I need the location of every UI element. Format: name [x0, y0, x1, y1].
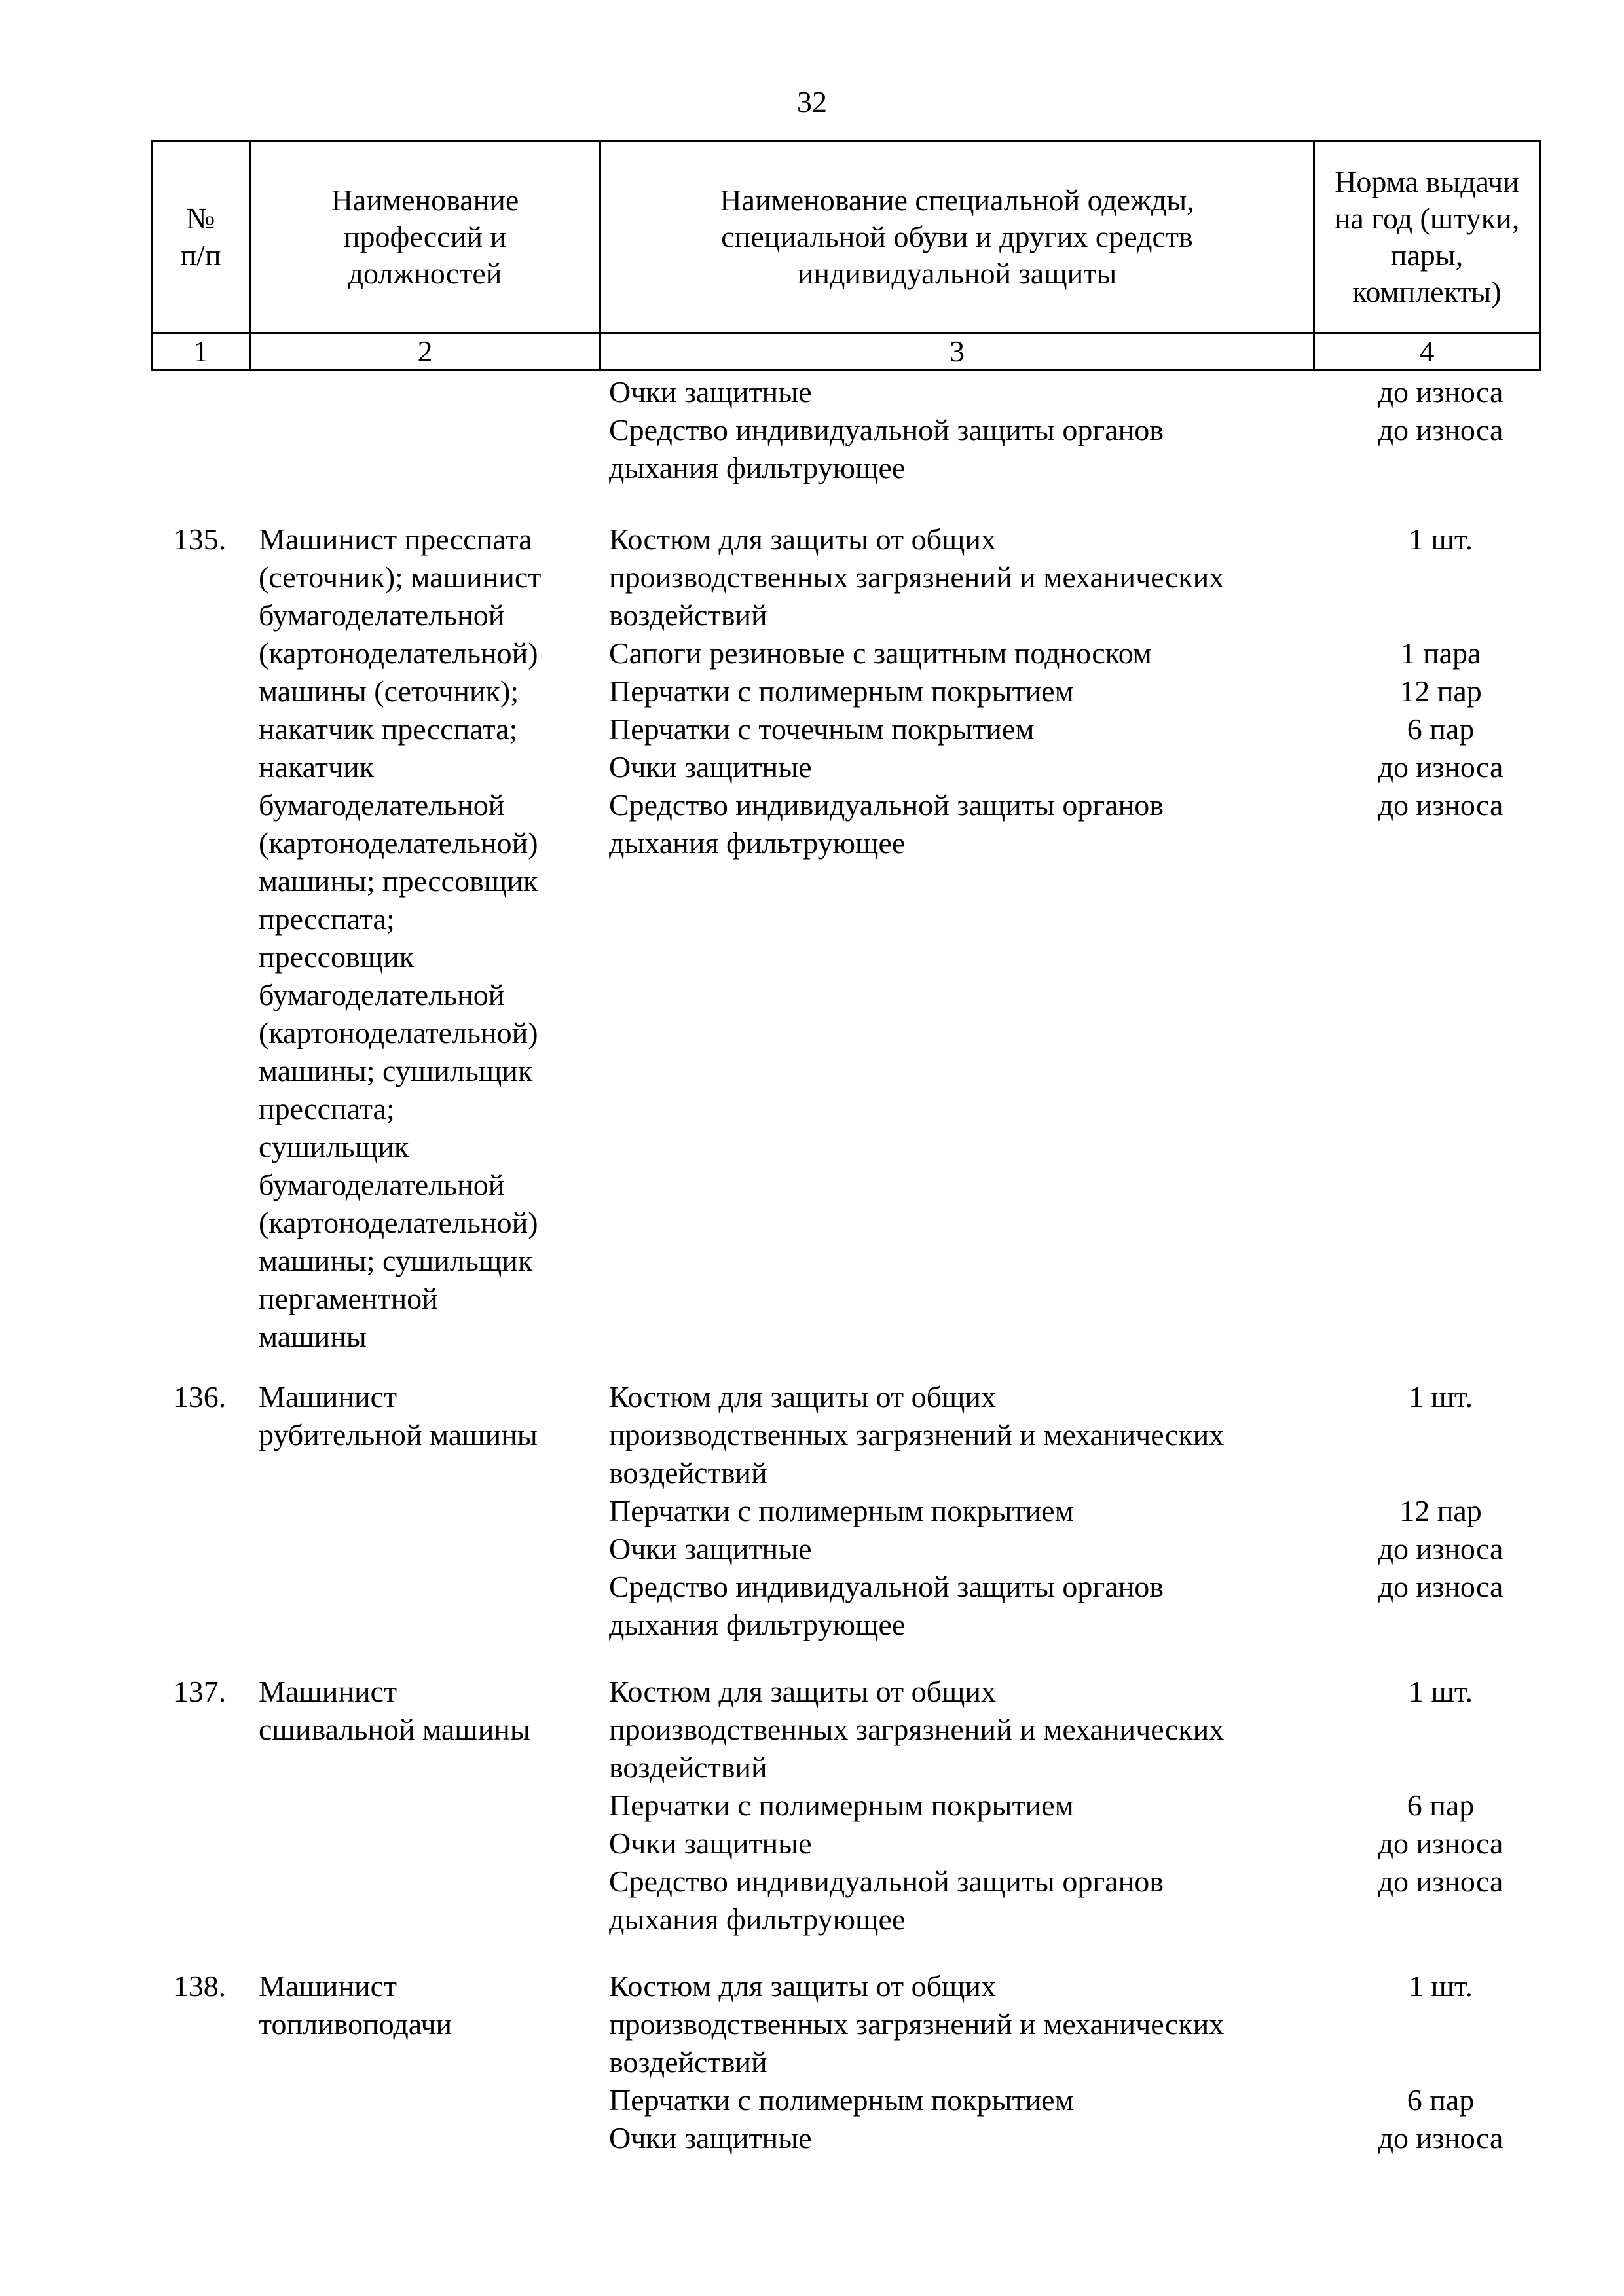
profession-line: (картоноделательной) — [259, 826, 538, 860]
equipment-cell — [609, 1673, 1356, 1939]
equipment-item: Очки защитные — [609, 375, 812, 409]
profession-line: (картоноделательной) — [259, 636, 538, 670]
equipment-item: дыхания фильтрующее — [609, 826, 906, 860]
norm-value: 6 пар — [1407, 1789, 1475, 1822]
page-number: 32 — [797, 85, 827, 118]
equipment-item: Костюм для защиты от общих — [609, 1969, 997, 2003]
equipment-item: Сапоги резиновые с защитным подноском — [609, 636, 1152, 670]
equipment-item: Очки защитные — [609, 2121, 812, 2155]
profession-line: Машинист — [259, 1969, 397, 2003]
norm-value: 1 шт. — [1408, 1969, 1473, 2003]
profession-line: машины (сеточник); — [259, 674, 519, 708]
header-col-norm: Норма выдачи на год (штуки, пары, комплекты) — [1314, 141, 1540, 333]
norm-value: до износа — [1378, 1532, 1504, 1565]
header-col-profession: Наименование профессий и должностей — [250, 141, 600, 333]
equipment-item: Костюм для защиты от общих — [609, 1380, 997, 1413]
equipment-item: производственных загрязнений и механических — [609, 560, 1225, 594]
equipment-item: производственных загрязнений и механических — [609, 2007, 1225, 2041]
norm-value: до износа — [1378, 1570, 1504, 1603]
header-num-1: 1 — [152, 333, 250, 371]
profession-line: сшивальной машины — [259, 1713, 530, 1746]
norm-value — [1342, 1901, 1539, 1939]
norm-value: 1 пара — [1400, 636, 1481, 670]
norm-value: 1 шт. — [1408, 522, 1473, 556]
profession-line: Машинист — [259, 1380, 397, 1413]
norm-value: до износа — [1378, 788, 1504, 822]
equipment-item: дыхания фильтрующее — [609, 1608, 906, 1641]
norm-value — [1342, 558, 1539, 596]
equipment-item: Перчатки с полимерным покрытием — [609, 2083, 1074, 2117]
norm-cell — [1342, 373, 1539, 487]
row-number: 138. — [173, 1969, 227, 2003]
profession-line: бумагоделательной — [259, 598, 505, 632]
equipment-item: Костюм для защиты от общих — [609, 522, 997, 556]
norm-cell — [1342, 1673, 1539, 1939]
equipment-cell — [609, 373, 1356, 487]
norm-value — [1342, 2005, 1539, 2043]
profession-line: накатчик пресспата; — [259, 712, 518, 746]
equipment-item: Перчатки с полимерным покрытием — [609, 1494, 1074, 1527]
header-num-3: 3 — [600, 333, 1314, 371]
norm-value: 12 пар — [1399, 674, 1482, 708]
header-num-4: 4 — [1314, 333, 1540, 371]
equipment-item: Перчатки с полимерным покрытием — [609, 1789, 1074, 1822]
profession-line: пресспата; — [259, 902, 395, 936]
equipment-cell — [609, 1967, 1356, 2157]
norm-value: до износа — [1378, 413, 1504, 446]
profession-line: машины; сушильщик — [259, 1054, 533, 1087]
norm-value: 12 пар — [1399, 1494, 1482, 1527]
profession-cell — [259, 1967, 599, 2043]
profession-line: Машинист пресспата — [259, 522, 532, 556]
equipment-item: воздействий — [609, 2045, 767, 2079]
norm-value — [1342, 824, 1539, 862]
header-num-2: 2 — [250, 333, 600, 371]
profession-line: бумагоделательной — [259, 788, 505, 822]
row-number: 137. — [173, 1675, 227, 1708]
equipment-item: Перчатки с точечным покрытием — [609, 712, 1035, 746]
norm-value — [1342, 1749, 1539, 1787]
profession-cell — [259, 520, 599, 1356]
profession-line: машины; прессовщик — [259, 864, 538, 898]
profession-line: (картоноделательной) — [259, 1016, 538, 1049]
equipment-item: Средство индивидуальной защиты органов — [609, 1570, 1164, 1603]
header-col-number: № п/п — [152, 141, 250, 333]
equipment-item: Очки защитные — [609, 1532, 812, 1565]
norm-cell — [1342, 1378, 1539, 1644]
equipment-item: Очки защитные — [609, 1827, 812, 1860]
equipment-cell — [609, 1378, 1356, 1644]
profession-line: бумагоделательной — [259, 978, 505, 1011]
norm-value — [1342, 1711, 1539, 1749]
profession-line: накатчик — [259, 750, 375, 784]
profession-line: сушильщик — [259, 1130, 409, 1163]
equipment-item: Средство индивидуальной защиты органов — [609, 788, 1164, 822]
profession-line: машины; сушильщик — [259, 1244, 533, 1277]
equipment-cell — [609, 520, 1356, 862]
norm-value: 1 шт. — [1408, 1380, 1473, 1413]
profession-line: топливоподачи — [259, 2007, 452, 2041]
equipment-item: производственных загрязнений и механических — [609, 1713, 1225, 1746]
equipment-item: воздействий — [609, 598, 767, 632]
equipment-item: дыхания фильтрующее — [609, 1903, 906, 1936]
profession-line: пергаментной — [259, 1282, 438, 1315]
table-header — [151, 140, 1541, 371]
equipment-item: Очки защитные — [609, 750, 812, 784]
profession-line: машины — [259, 1320, 367, 1353]
norm-cell — [1342, 1967, 1539, 2157]
profession-cell — [259, 1673, 599, 1749]
profession-cell — [259, 1378, 599, 1454]
row-number: 136. — [173, 1380, 227, 1413]
norm-value — [1342, 2043, 1539, 2081]
equipment-item: Перчатки с полимерным покрытием — [609, 674, 1074, 708]
equipment-item: воздействий — [609, 1751, 767, 1784]
header-col-equipment: Наименование специальной одежды, специальной обуви и других средств индивидуальной защиты — [600, 141, 1314, 333]
equipment-item: производственных загрязнений и механических — [609, 1418, 1225, 1451]
profession-line: (сеточник); машинист — [259, 560, 542, 594]
norm-value — [1342, 449, 1539, 487]
profession-line: бумагоделательной — [259, 1168, 505, 1201]
norm-value: до износа — [1378, 2121, 1504, 2155]
norm-value — [1342, 1416, 1539, 1454]
norm-value: до износа — [1378, 375, 1504, 409]
profession-line: пресспата; — [259, 1092, 395, 1125]
profession-line: Машинист — [259, 1675, 397, 1708]
equipment-item: Средство индивидуальной защиты органов — [609, 413, 1164, 446]
profession-line: прессовщик — [259, 940, 415, 974]
norm-value: до износа — [1378, 1827, 1504, 1860]
norm-cell — [1342, 520, 1539, 862]
norm-value: 6 пар — [1407, 2083, 1475, 2117]
norm-value: до износа — [1378, 1865, 1504, 1898]
equipment-item: воздействий — [609, 1456, 767, 1489]
norm-value: до износа — [1378, 750, 1504, 784]
norm-value: 1 шт. — [1408, 1675, 1473, 1708]
profession-line: (картоноделательной) — [259, 1206, 538, 1239]
norm-value — [1342, 1606, 1539, 1644]
norm-value — [1342, 596, 1539, 634]
equipment-item: дыхания фильтрующее — [609, 451, 906, 484]
equipment-item: Средство индивидуальной защиты органов — [609, 1865, 1164, 1898]
row-number: 135. — [173, 522, 227, 556]
equipment-item: Костюм для защиты от общих — [609, 1675, 997, 1708]
profession-line: рубительной машины — [259, 1418, 538, 1451]
norm-value — [1342, 1454, 1539, 1492]
norm-value: 6 пар — [1407, 712, 1475, 746]
